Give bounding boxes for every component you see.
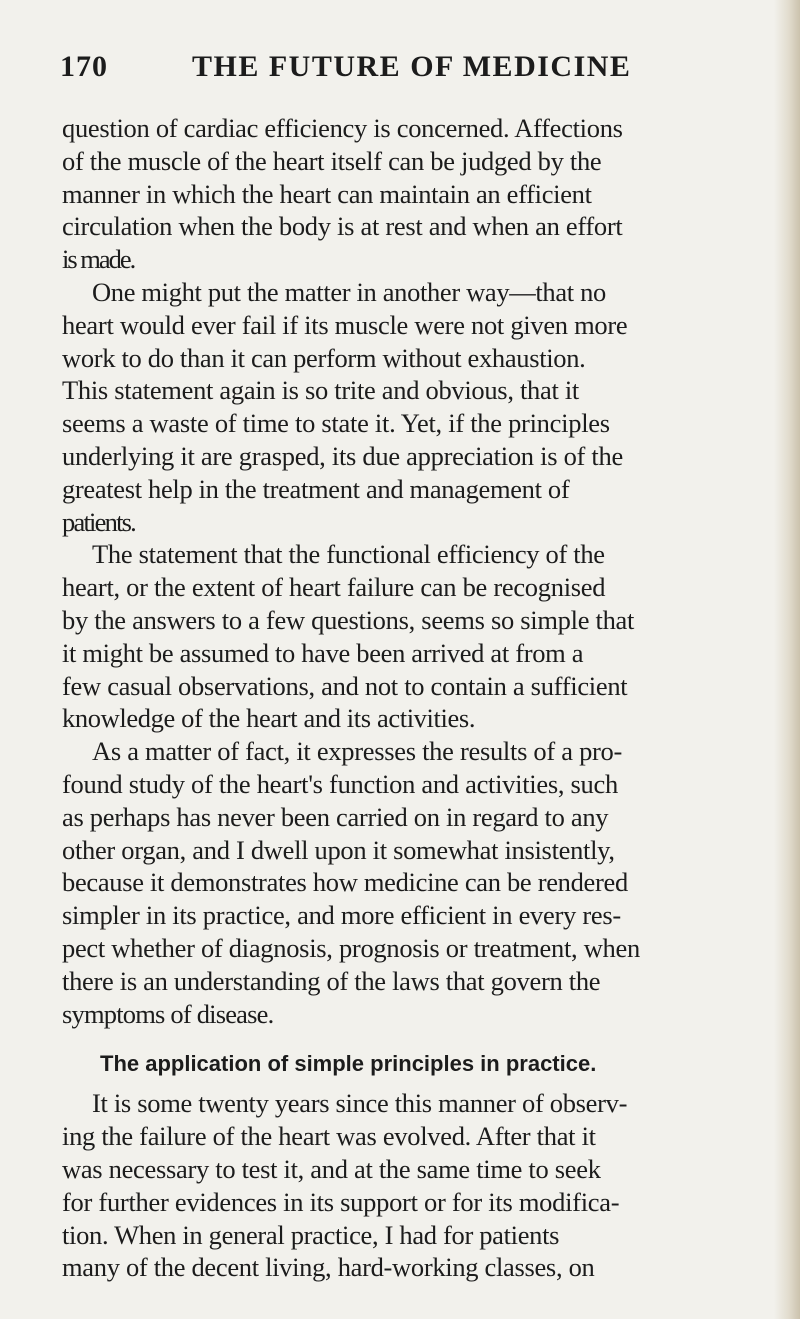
text-line: work to do than it can perform without exhaustion.: [62, 342, 586, 373]
text-line: as perhaps has never been carried on in regard to any: [62, 801, 609, 832]
text-line: because it demonstrates how medicine can be rendered: [62, 867, 628, 898]
text-line: other organ, and I dwell upon it somewhat insistently,: [62, 834, 615, 865]
text-line: knowledge of the heart and its activities.: [62, 703, 476, 734]
text-line: seems a waste of time to state it. Yet, if the principles: [62, 408, 610, 439]
text-line: It is some twenty years since this manner of observ-: [92, 1088, 628, 1119]
section-subheading: The application of simple principles in practice.: [100, 1051, 597, 1077]
text-line: there is an understanding of the laws that govern the: [62, 965, 601, 996]
page-number: 170: [60, 50, 108, 83]
running-title: THE FUTURE OF MEDICINE: [192, 50, 632, 83]
paragraph: [62, 112, 782, 276]
text-line: simpler in its practice, and more efficient in every res-: [62, 900, 621, 931]
text-line: for further evidences in its support or for its modifica-: [62, 1186, 620, 1217]
text-line: symptoms of disease.: [62, 998, 274, 1029]
text-line: tion. When in general practice, I had for patients: [62, 1219, 560, 1250]
running-head: [60, 50, 760, 90]
text-line: is made.: [62, 244, 135, 275]
paragraph: [62, 538, 782, 735]
text-line: few casual observations, and not to contain a sufficient: [62, 670, 628, 701]
paragraph: [62, 735, 782, 1030]
text-line: by the answers to a few questions, seems so simple that: [62, 604, 635, 635]
text-line: ing the failure of the heart was evolved. After that it: [62, 1121, 596, 1152]
text-line: heart, or the extent of heart failure can be recognised: [62, 572, 606, 603]
text-line: The statement that the functional efficiency of the: [92, 539, 605, 570]
text-line: pect whether of diagnosis, prognosis or treatment, when: [62, 932, 640, 963]
text-line: circulation when the body is at rest and when an effort: [62, 211, 623, 242]
text-line: manner in which the heart can maintain an efficient: [62, 178, 592, 209]
text-line: greatest help in the treatment and management of: [62, 473, 570, 504]
text-line: As a matter of fact, it expresses the results of a pro-: [92, 736, 623, 767]
text-line: it might be assumed to have been arrived at from a: [62, 637, 584, 668]
text-line: found study of the heart's function and activities, such: [62, 768, 618, 799]
paragraph: [62, 276, 782, 538]
text-line: many of the decent living, hard-working classes, on: [62, 1252, 595, 1283]
text-line: One might put the matter in another way—that no: [92, 276, 606, 307]
text-line: underlying it are grasped, its due appreciation is of the: [62, 440, 623, 471]
paragraph: [62, 1087, 782, 1284]
body-text: [62, 112, 782, 1284]
text-line: question of cardiac efficiency is concerned. Affections: [62, 113, 623, 143]
text-line: patients.: [62, 506, 136, 537]
text-line: of the muscle of the heart itself can be judged by the: [62, 145, 602, 176]
text-line: was necessary to test it, and at the same time to seek: [62, 1153, 601, 1184]
text-line: heart would ever fail if its muscle were not given more: [62, 309, 628, 340]
text-line: This statement again is so trite and obvious, that it: [62, 375, 579, 406]
